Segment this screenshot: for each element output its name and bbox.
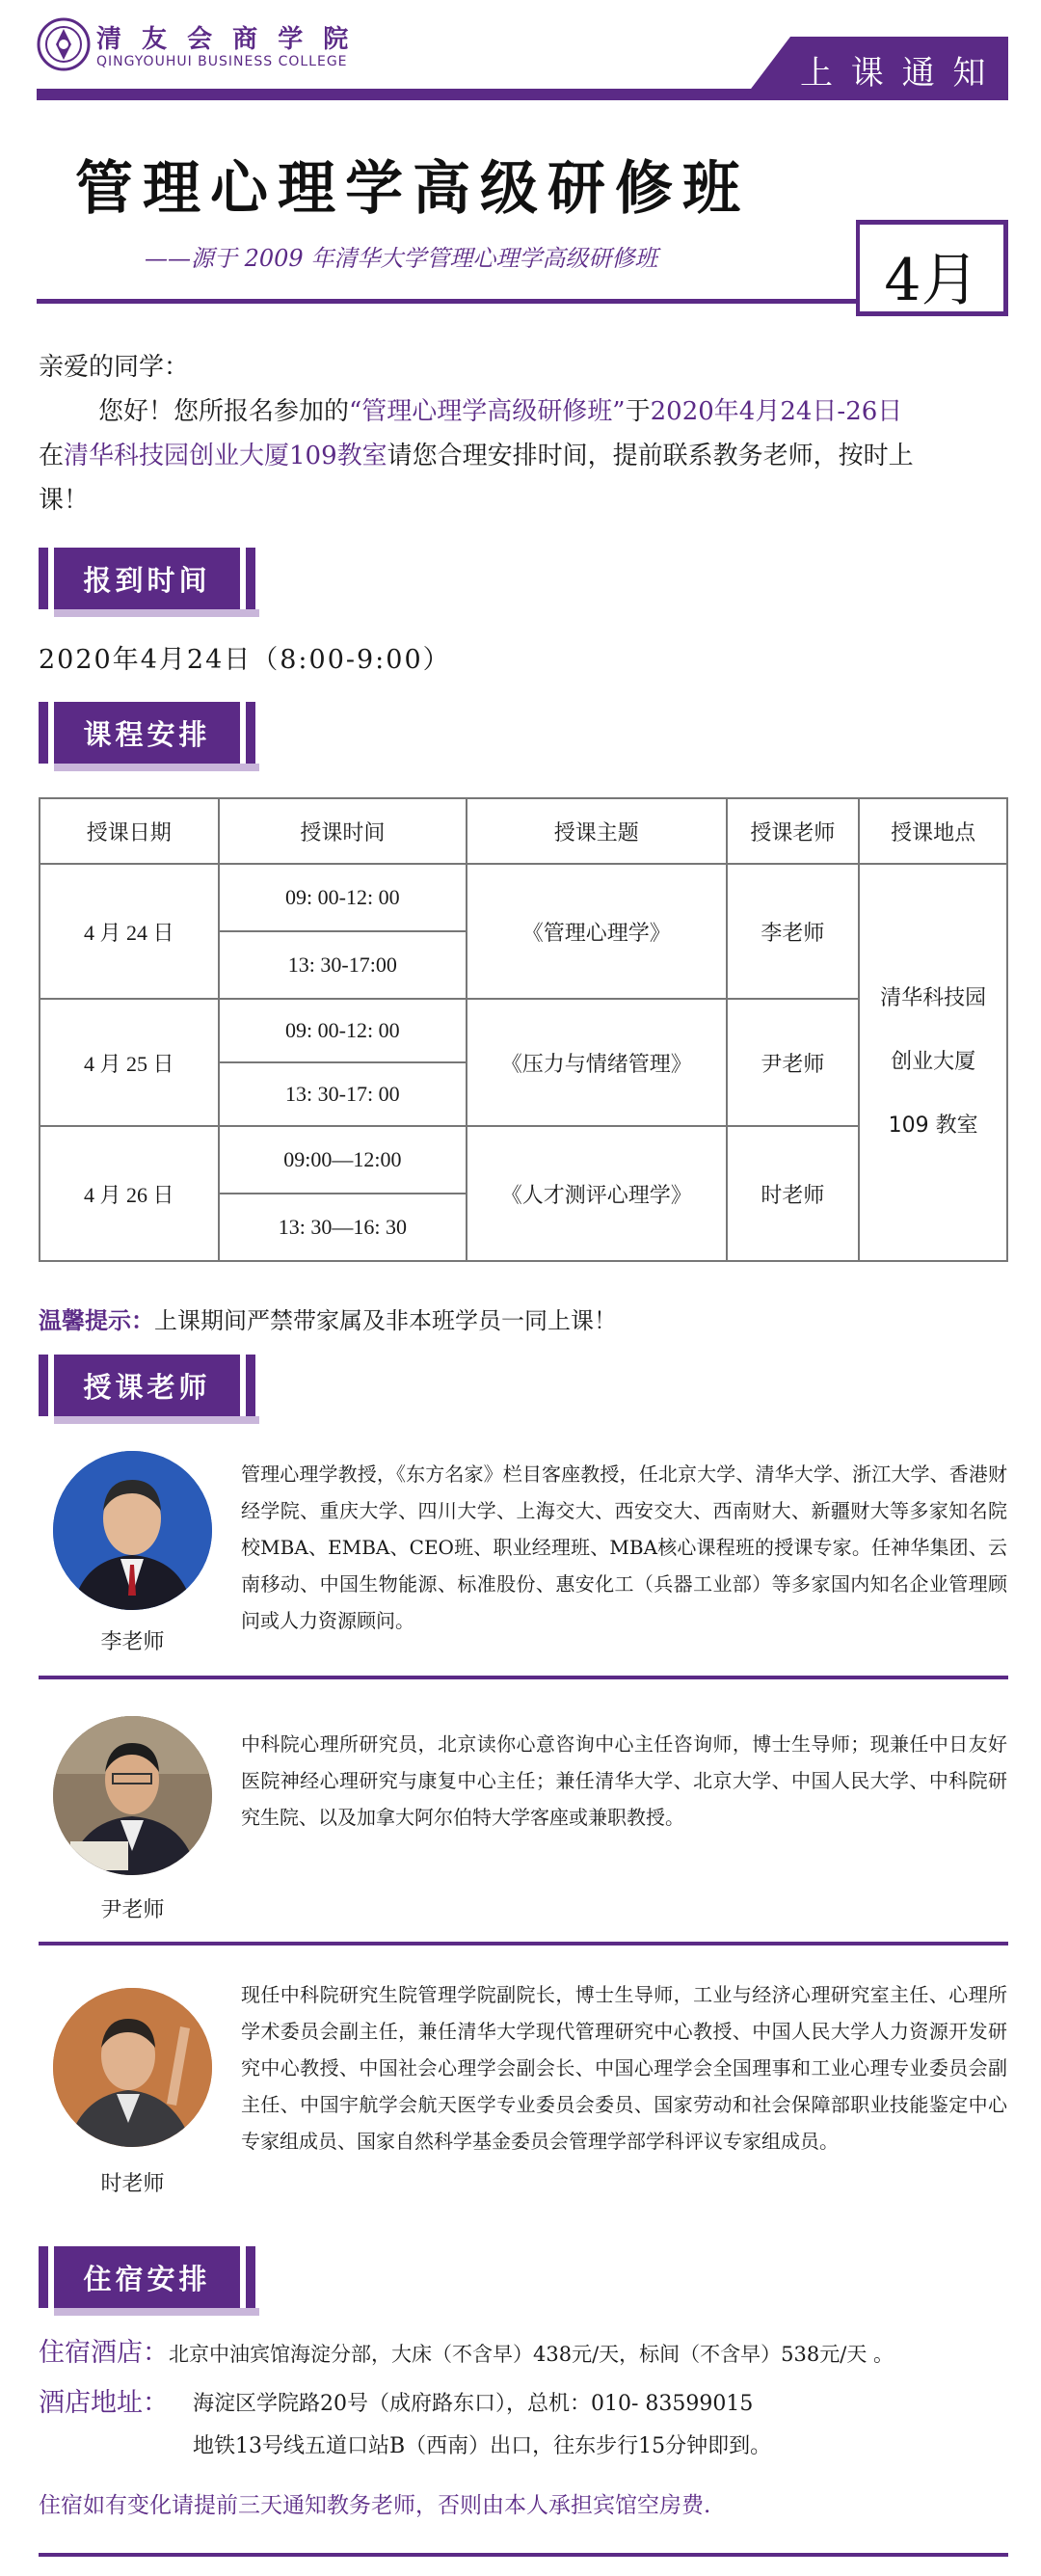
address-line-2: 地铁13号线五道口站B（西南）出口，往东步行15分钟即到。 [193,2434,772,2458]
divider [39,1676,1008,1679]
location-line: 清华科技园 [880,986,987,1010]
th-location: 授课地点 [859,798,1007,864]
teacher-bio: 管理心理学教授，《东方名家》栏目客座教授，任北京大学、清华大学、浙江大学、香港财经学院、重庆大学、四川大学、上海交大、西安交大、西南财大、新疆财大等多家知名院校MBA、EMBA、CEO班、职业经理班、MBA核心课程班的授课专家。任神华集团、云南移动、中国生物能源、标准股份、惠安化工（兵器工业部）等多家国内知名企业管理顾问或人力资源顾问。 [241,1462,1007,1632]
section-header-lodging [39,2246,255,2308]
notice-banner [742,37,1008,100]
location-line: 109 教室 [888,1114,978,1138]
title-rule [37,299,856,304]
teacher-bio: 中科院心理所研究员，北京读你心意咨询中心主任咨询师，博士生导师；现兼任中日友好医院神经心理研究与康复中心主任；兼任清华大学、北京大学、中国人民大学、中科院研究生院、以及加拿大阿尔伯特大学客座或兼职教授。 [241,1732,1007,1829]
divider [39,1942,1008,1945]
month-box [856,220,1008,316]
section-title-lodging: 住宿安排 [54,2246,240,2308]
cell-topic: 《人才测评心理学》 [467,1126,726,1261]
cell-date: 4 月 24 日 [40,864,219,999]
month-label: 4月 [884,247,979,314]
section-header-teachers [39,1355,255,1416]
cell-date: 4 月 25 日 [40,999,219,1126]
page-subtitle: ——源于 2009 年清华大学管理心理学高级研修班 [145,245,658,272]
th-teacher: 授课老师 [727,798,860,864]
page-title: 管理心理学高级研修班 [75,155,750,223]
avatar [53,1988,212,2147]
location-line: 创业大厦 [891,1050,976,1074]
cell-slot: 13: 30-17: 00 [219,1062,467,1126]
college-logo [37,17,91,71]
intro-course: “管理心理学高级研修班” [349,397,626,426]
teacher-bio: 现任中科院研究生院管理学院副院长，博士生导师，工业与经济心理研究室主任、心理所学术委员会副主任，兼任清华大学现代管理研究中心教授、中国人民大学人力资源开发研究中心教授、中国社会心理学会副会长、中国心理学会全国理事和工业心理专业委员会副主任、中国宇航学会航天医学专业委员会委员、国家劳动和社会保障部职业技能鉴定中心专家组成员、国家自然科学基金委员会管理学部学科评议专家组成员。 [241,1983,1007,2153]
intro-place: 清华科技园创业大厦109教室 [64,442,387,470]
cell-location [859,864,1007,1261]
address-line-1: 海淀区学院路20号（成府路东口），总机：010- 83599015 [193,2392,754,2416]
hotel-label: 住宿酒店： [39,2338,169,2368]
teacher-name: 尹老师 [100,1898,165,1922]
avatar [53,1451,212,1610]
greeting: 亲爱的同学： [39,353,190,382]
intro-dates: 2020年4月24日-26日 [650,397,903,426]
hotel-text: 北京中油宾馆海淀分部，大床（不含早）438元/天，标间（不含早）538元/天 。 [169,2343,894,2366]
avatar [53,1716,212,1875]
lodging-note: 住宿如有变化请提前三天通知教务老师，否则由本人承担宾馆空房费. [39,2493,711,2518]
tip-label: 温馨提示： [39,1307,154,1334]
cell-slot: 09: 00-12: 00 [219,999,467,1062]
hotel-line [39,2331,894,2369]
intro-text-5: 课！ [39,486,90,515]
th-date: 授课日期 [40,798,219,864]
tip-line [39,1301,617,1335]
cell-slot: 09:00—12:00 [219,1126,467,1194]
section-header-checkin [39,548,255,609]
th-topic: 授课主题 [467,798,726,864]
notice-label: 上 课 通 知 [800,54,990,93]
cell-topic: 《管理心理学》 [467,864,726,999]
section-title-checkin: 报到时间 [54,548,240,609]
intro-text-2: 于 [625,397,651,426]
cell-teacher: 李老师 [727,864,860,999]
college-name-en: QINGYOUHUI BUSINESS COLLEGE [96,54,348,69]
teacher-name: 李老师 [100,1630,165,1654]
cell-teacher: 时老师 [727,1126,860,1261]
college-name-cn: 清 友 会 商 学 院 [96,25,355,54]
cell-slot: 13: 30—16: 30 [219,1194,467,1261]
cell-slot: 13: 30-17:00 [219,931,467,999]
tip-text: 上课期间严禁带家属及非本班学员一同上课！ [154,1307,617,1334]
intro-paragraph [39,389,1008,523]
table-header-row [40,798,1007,864]
intro-text-4: 请您合理安排时间，提前联系教务老师，按时上 [387,442,914,470]
intro-text-3: 在 [39,442,65,470]
section-title-schedule: 课程安排 [54,702,240,764]
th-time: 授课时间 [219,798,467,864]
cell-date: 4 月 26 日 [40,1126,219,1261]
schedule-table [39,797,1008,1262]
cell-topic: 《压力与情绪管理》 [467,999,726,1126]
cell-slot: 09: 00-12: 00 [219,864,467,931]
intro-text-1: 您好！您所报名参加的 [98,397,350,426]
checkin-time: 2020年4月24日（8:00-9:00） [39,645,451,675]
teacher-name: 时老师 [100,2172,165,2196]
table-row [40,864,1007,931]
section-header-schedule [39,702,255,764]
address-label: 酒店地址： [39,2388,169,2418]
cell-teacher: 尹老师 [727,999,860,1126]
footer-divider [39,2553,1008,2557]
section-title-teachers: 授课老师 [54,1355,240,1416]
